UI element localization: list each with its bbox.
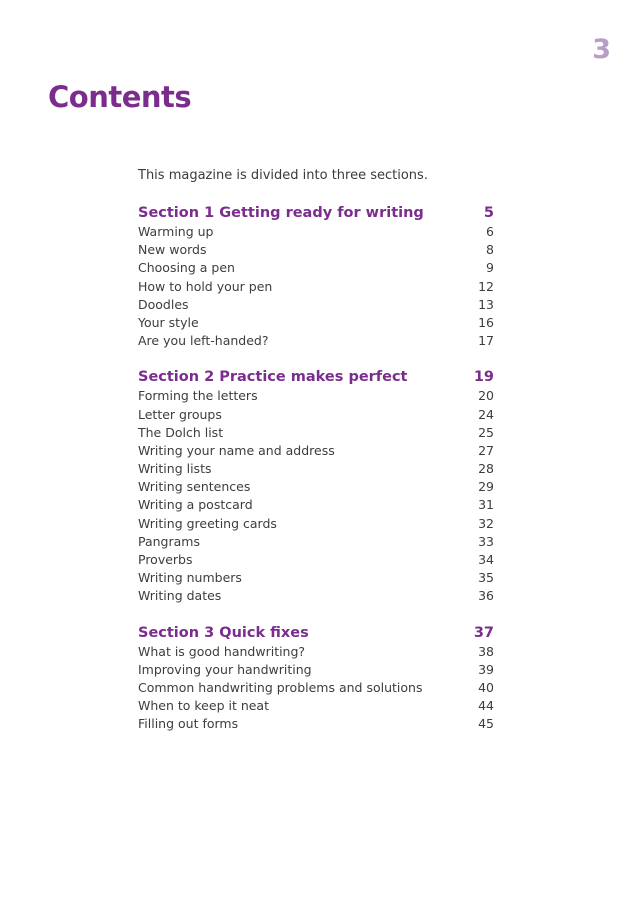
entry-page: 28 [478,461,494,477]
toc-entry[interactable] [138,679,494,697]
entry-page: 33 [478,533,494,549]
table-of-contents [138,203,494,751]
entry-page: 20 [478,388,494,404]
entry-label: Improving your handwriting [138,661,312,677]
page-title: Contents [48,80,192,114]
entry-page: 31 [478,497,494,513]
toc-entry[interactable] [138,478,494,496]
toc-entry[interactable] [138,442,494,460]
entry-label: New words [138,242,207,258]
entry-page: 16 [478,314,494,330]
entry-label: Common handwriting problems and solutions [138,679,423,695]
entry-label: How to hold your pen [138,278,273,294]
entry-page: 9 [486,260,494,276]
toc-entry[interactable] [138,643,494,661]
entry-label: Writing lists [138,461,212,477]
section-heading[interactable] [138,203,494,223]
entry-label: Choosing a pen [138,260,235,276]
toc-entry[interactable] [138,223,494,241]
entry-label: When to keep it neat [138,698,269,714]
section-title: Section 2 Practice makes perfect [138,369,408,386]
section-page: 37 [473,624,494,641]
toc-entry[interactable] [138,569,494,587]
section-page: 19 [473,369,494,386]
entry-page: 38 [478,643,494,659]
toc-entry[interactable] [138,387,494,405]
entry-label: The Dolch list [138,424,224,440]
toc-entry[interactable] [138,496,494,514]
toc-entry[interactable] [138,715,494,733]
entry-label: Writing sentences [138,479,251,495]
toc-entry[interactable] [138,314,494,332]
entry-page: 27 [478,442,494,458]
entry-label: What is good handwriting? [138,643,306,659]
toc-entry[interactable] [138,587,494,605]
entry-label: Writing dates [138,588,222,604]
entry-page: 8 [486,242,494,258]
intro-text: This magazine is divided into three sections. [138,168,428,183]
entry-label: Letter groups [138,406,222,422]
entry-page: 45 [478,716,494,732]
toc-section-2 [138,367,494,605]
entry-label: Your style [138,314,199,330]
entry-label: Pangrams [138,533,200,549]
entry-page: 35 [478,570,494,586]
entry-page: 13 [478,296,494,312]
entry-page: 12 [478,278,494,294]
section-heading[interactable] [138,623,494,643]
section-title: Section 1 Getting ready for writing [138,205,424,221]
toc-entry[interactable] [138,278,494,296]
entry-page: 6 [486,224,494,239]
entry-page: 40 [478,679,494,695]
entry-page: 32 [478,515,494,531]
entry-label: Forming the letters [138,388,258,404]
toc-entry[interactable] [138,515,494,533]
entry-page: 44 [478,698,494,714]
toc-entry[interactable] [138,460,494,478]
section-title: Section 3 Quick fixes [138,624,309,641]
toc-section-3 [138,623,494,734]
section-page: 5 [483,205,494,221]
toc-entry[interactable] [138,406,494,424]
toc-entry[interactable] [138,241,494,259]
toc-entry[interactable] [138,661,494,679]
section-heading[interactable] [138,367,494,387]
entry-label: Are you left-handed? [138,333,269,349]
toc-entry[interactable] [138,332,494,350]
entry-page: 36 [478,588,494,604]
entry-page: 17 [478,333,494,349]
toc-entry[interactable] [138,296,494,314]
entry-page: 34 [478,552,494,567]
entry-label: Doodles [138,296,189,312]
entry-label: Writing numbers [138,570,242,586]
entry-label: Proverbs [138,552,193,567]
toc-entry[interactable] [138,533,494,551]
entry-label: Filling out forms [138,716,239,732]
entry-label: Warming up [138,224,214,239]
entry-page: 25 [478,424,494,440]
entry-label: Writing greeting cards [138,515,277,531]
entry-label: Writing your name and address [138,442,335,458]
entry-page: 29 [478,479,494,495]
toc-section-1 [138,203,494,350]
toc-entry[interactable] [138,424,494,442]
toc-entry[interactable] [138,259,494,277]
entry-page: 39 [478,661,494,677]
entry-page: 24 [478,406,494,422]
toc-entry[interactable] [138,551,494,569]
entry-label: Writing a postcard [138,497,253,513]
page-number: 3 [592,34,611,65]
toc-entry[interactable] [138,697,494,715]
